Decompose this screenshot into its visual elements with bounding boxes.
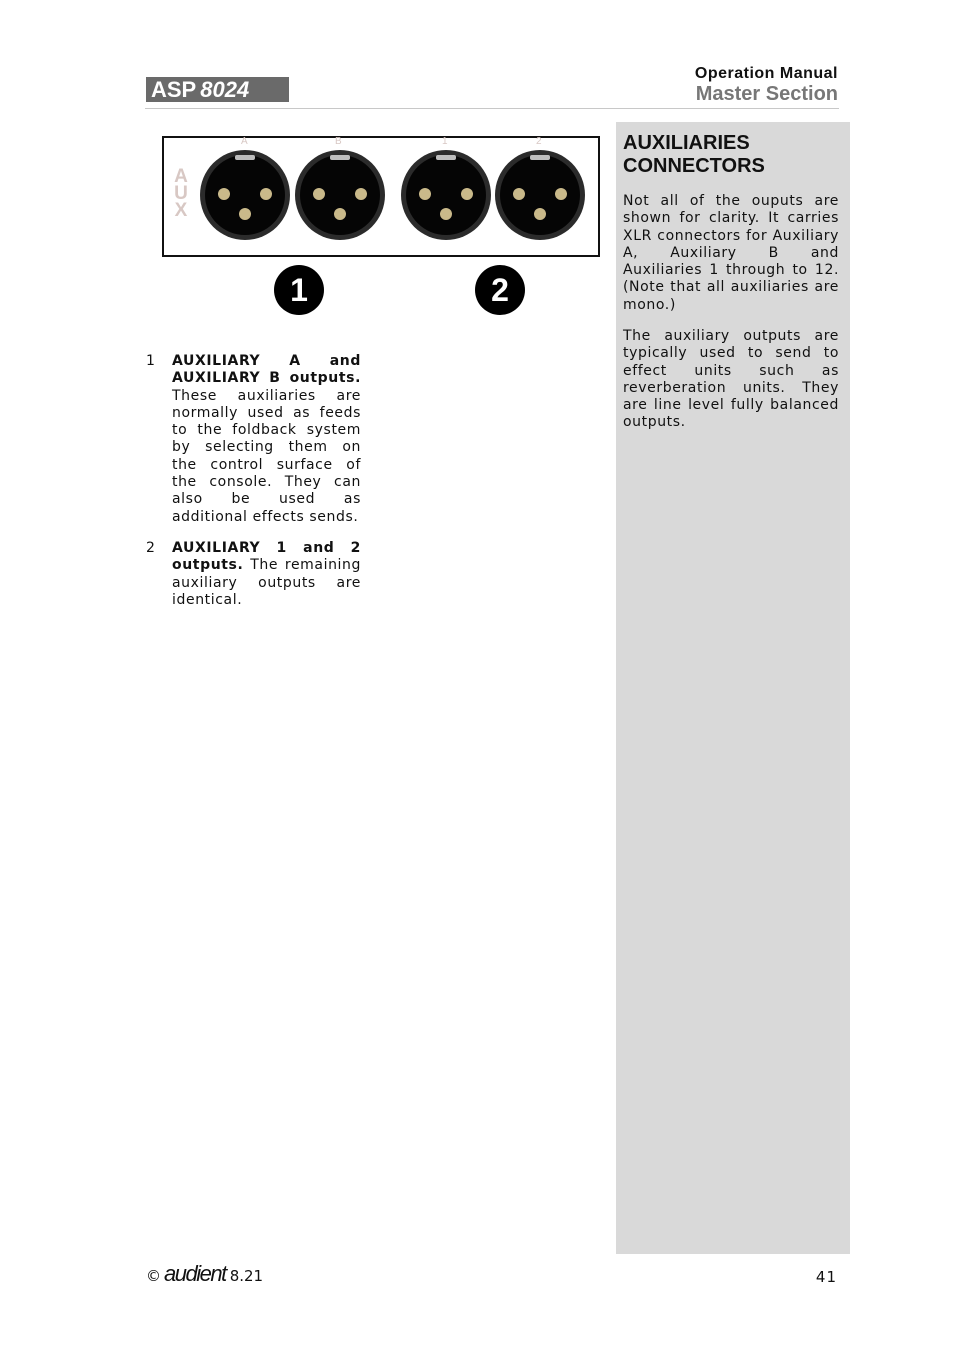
xlr-connector-icon	[294, 149, 386, 241]
aux-letter: U	[174, 183, 188, 204]
sidebar-title: AUXILIARIES CONNECTORS	[623, 132, 765, 177]
list-item	[172, 353, 361, 526]
document-title: Operation Manual	[694, 65, 838, 82]
product-name: ASP	[151, 77, 197, 102]
callout-1: 1	[274, 265, 324, 315]
list-item-heading: AUXILIARY 1 and 2 outputs.	[172, 540, 361, 574]
list-item-number: 1	[146, 353, 155, 369]
connector-label-1: 1	[442, 136, 448, 147]
section-title: Master Section	[695, 83, 838, 105]
product-model: 8024	[200, 77, 250, 102]
xlr-connector-icon	[400, 149, 492, 241]
list-item-body: The remaining auxiliary outputs are identical.	[172, 557, 361, 608]
product-badge	[146, 77, 289, 102]
audient-logo: audient	[164, 1261, 226, 1286]
aux-vertical-label	[172, 168, 190, 219]
list-item-body: These auxiliaries are normally used as feeds to the foldback system by selecting them on the control surface of the console. They can also be used as additional effects sends.	[172, 387, 361, 525]
connector-label-a: A	[241, 136, 248, 147]
list-item	[172, 540, 361, 609]
xlr-connector-icon	[199, 149, 291, 241]
connector-label-b: B	[335, 136, 342, 147]
xlr-connector-icon	[494, 149, 586, 241]
footer-version: 8.21	[229, 1267, 264, 1285]
copyright-symbol: ©	[146, 1267, 161, 1285]
aux-letter: X	[174, 200, 188, 221]
sidebar-paragraph-1: Not all of the ouputs are shown for clarity. It carries XLR connectors for Auxiliary A, Auxiliary B and Auxiliaries 1 through to 12. (Note that all auxiliaries are mono.)	[623, 193, 839, 313]
page-number: 41	[815, 1268, 837, 1286]
connector-label-2: 2	[536, 136, 542, 147]
list-item-number: 2	[146, 540, 155, 556]
sidebar-paragraph-2: The auxiliary outputs are typically used to send to effect units such as reverberation units. They are line level fully balanced outputs.	[623, 328, 839, 431]
footer-copyright	[146, 1261, 263, 1287]
list-item-heading: AUXILIARY A and AUXILIARY B outputs.	[172, 353, 361, 387]
callout-2: 2	[475, 265, 525, 315]
header-rule	[145, 108, 839, 109]
aux-letter: A	[174, 166, 188, 187]
